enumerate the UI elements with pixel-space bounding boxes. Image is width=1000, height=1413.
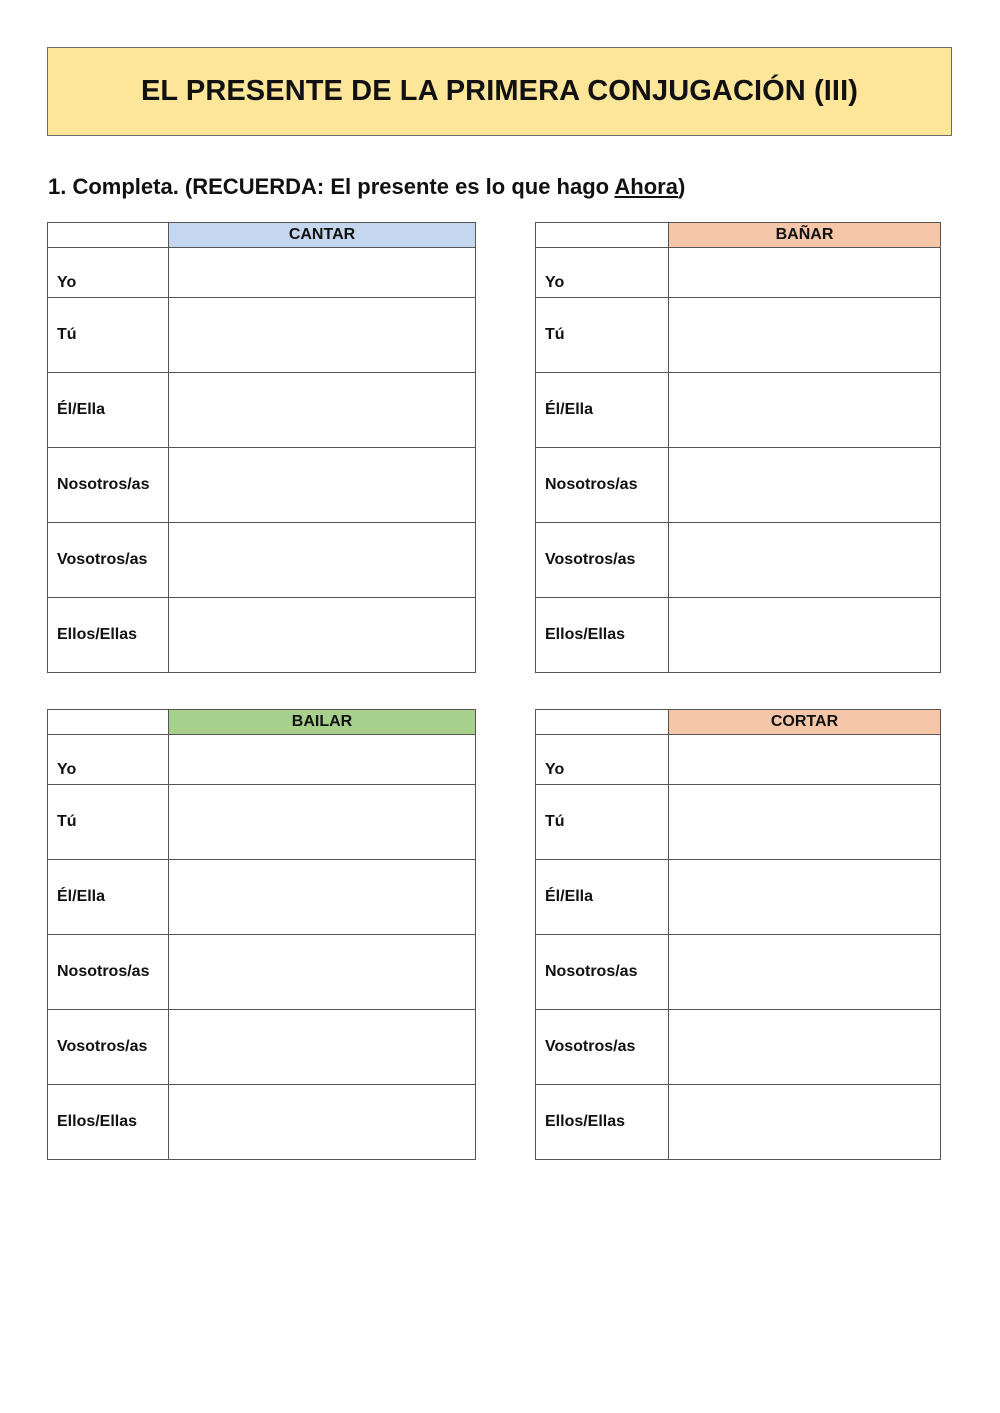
answer-cell[interactable]	[669, 785, 941, 860]
verb-header: CANTAR	[169, 223, 476, 248]
answer-cell[interactable]	[669, 248, 941, 298]
answer-cell[interactable]	[669, 448, 941, 523]
table-row	[48, 785, 476, 860]
answer-cell[interactable]	[669, 935, 941, 1010]
pronoun-label: Nosotros/as	[48, 935, 169, 1010]
pronoun-label: Él/Ella	[48, 373, 169, 448]
table-row	[536, 1010, 941, 1085]
verb-header: CORTAR	[669, 710, 941, 735]
pronoun-label: Nosotros/as	[536, 935, 669, 1010]
answer-cell[interactable]	[169, 1085, 476, 1160]
pronoun-label: Ellos/Ellas	[48, 1085, 169, 1160]
table-row	[48, 1085, 476, 1160]
table-row	[48, 298, 476, 373]
conjugation-table-banar	[535, 222, 941, 673]
pronoun-label: Tú	[536, 298, 669, 373]
pronoun-label: Tú	[536, 785, 669, 860]
header-blank-cell	[536, 223, 669, 248]
table-header-row	[536, 223, 941, 248]
answer-cell[interactable]	[169, 1010, 476, 1085]
table-row	[536, 735, 941, 785]
table-row	[48, 935, 476, 1010]
answer-cell[interactable]	[169, 523, 476, 598]
pronoun-label: Ellos/Ellas	[536, 1085, 669, 1160]
pronoun-label: Tú	[48, 785, 169, 860]
answer-cell[interactable]	[169, 735, 476, 785]
answer-cell[interactable]	[169, 598, 476, 673]
pronoun-label: Vosotros/as	[536, 1010, 669, 1085]
header-blank-cell	[48, 710, 169, 735]
title-banner	[47, 47, 952, 136]
answer-cell[interactable]	[169, 248, 476, 298]
answer-cell[interactable]	[169, 785, 476, 860]
table-row	[536, 248, 941, 298]
table-row	[48, 860, 476, 935]
table-row	[536, 298, 941, 373]
pronoun-label: Nosotros/as	[536, 448, 669, 523]
table-row	[536, 935, 941, 1010]
pronoun-label: Él/Ella	[48, 860, 169, 935]
conjugation-table-cortar	[535, 709, 941, 1160]
table-header-row	[48, 710, 476, 735]
answer-cell[interactable]	[169, 373, 476, 448]
answer-cell[interactable]	[669, 735, 941, 785]
answer-cell[interactable]	[669, 1085, 941, 1160]
pronoun-label: Él/Ella	[536, 860, 669, 935]
pronoun-label: Vosotros/as	[48, 1010, 169, 1085]
pronoun-label: Vosotros/as	[48, 523, 169, 598]
table-row	[536, 1085, 941, 1160]
header-blank-cell	[536, 710, 669, 735]
instruction-suffix: )	[677, 174, 686, 199]
table-row	[536, 860, 941, 935]
verb-header: BAÑAR	[669, 223, 941, 248]
table-row	[48, 448, 476, 523]
header-blank-cell	[48, 223, 169, 248]
instruction-text: 1. Completa. (RECUERDA: El presente es lo que hago	[48, 174, 615, 199]
answer-cell[interactable]	[169, 935, 476, 1010]
answer-cell[interactable]	[669, 598, 941, 673]
table-row	[48, 598, 476, 673]
pronoun-label: Yo	[536, 248, 669, 298]
table-row	[48, 248, 476, 298]
verb-header: BAILAR	[169, 710, 476, 735]
answer-cell[interactable]	[169, 298, 476, 373]
instruction-underlined-word: Ahora	[614, 174, 678, 199]
pronoun-label: Yo	[48, 248, 169, 298]
pronoun-label: Yo	[48, 735, 169, 785]
answer-cell[interactable]	[669, 523, 941, 598]
answer-cell[interactable]	[669, 1010, 941, 1085]
exercise-instruction	[48, 174, 685, 200]
table-row	[48, 1010, 476, 1085]
answer-cell[interactable]	[669, 373, 941, 448]
table-row	[48, 523, 476, 598]
pronoun-label: Él/Ella	[536, 373, 669, 448]
page-title: EL PRESENTE DE LA PRIMERA CONJUGACIÓN (III)	[140, 75, 858, 107]
table-row	[536, 598, 941, 673]
table-row	[536, 785, 941, 860]
pronoun-label: Vosotros/as	[536, 523, 669, 598]
answer-cell[interactable]	[669, 860, 941, 935]
answer-cell[interactable]	[169, 448, 476, 523]
table-row	[536, 373, 941, 448]
table-row	[536, 448, 941, 523]
table-row	[536, 523, 941, 598]
pronoun-label: Ellos/Ellas	[48, 598, 169, 673]
table-row	[48, 735, 476, 785]
answer-cell[interactable]	[169, 860, 476, 935]
pronoun-label: Ellos/Ellas	[536, 598, 669, 673]
answer-cell[interactable]	[669, 298, 941, 373]
conjugation-table-bailar	[47, 709, 476, 1160]
table-header-row	[536, 710, 941, 735]
table-row	[48, 373, 476, 448]
pronoun-label: Tú	[48, 298, 169, 373]
pronoun-label: Yo	[536, 735, 669, 785]
pronoun-label: Nosotros/as	[48, 448, 169, 523]
table-header-row	[48, 223, 476, 248]
conjugation-table-cantar	[47, 222, 476, 673]
